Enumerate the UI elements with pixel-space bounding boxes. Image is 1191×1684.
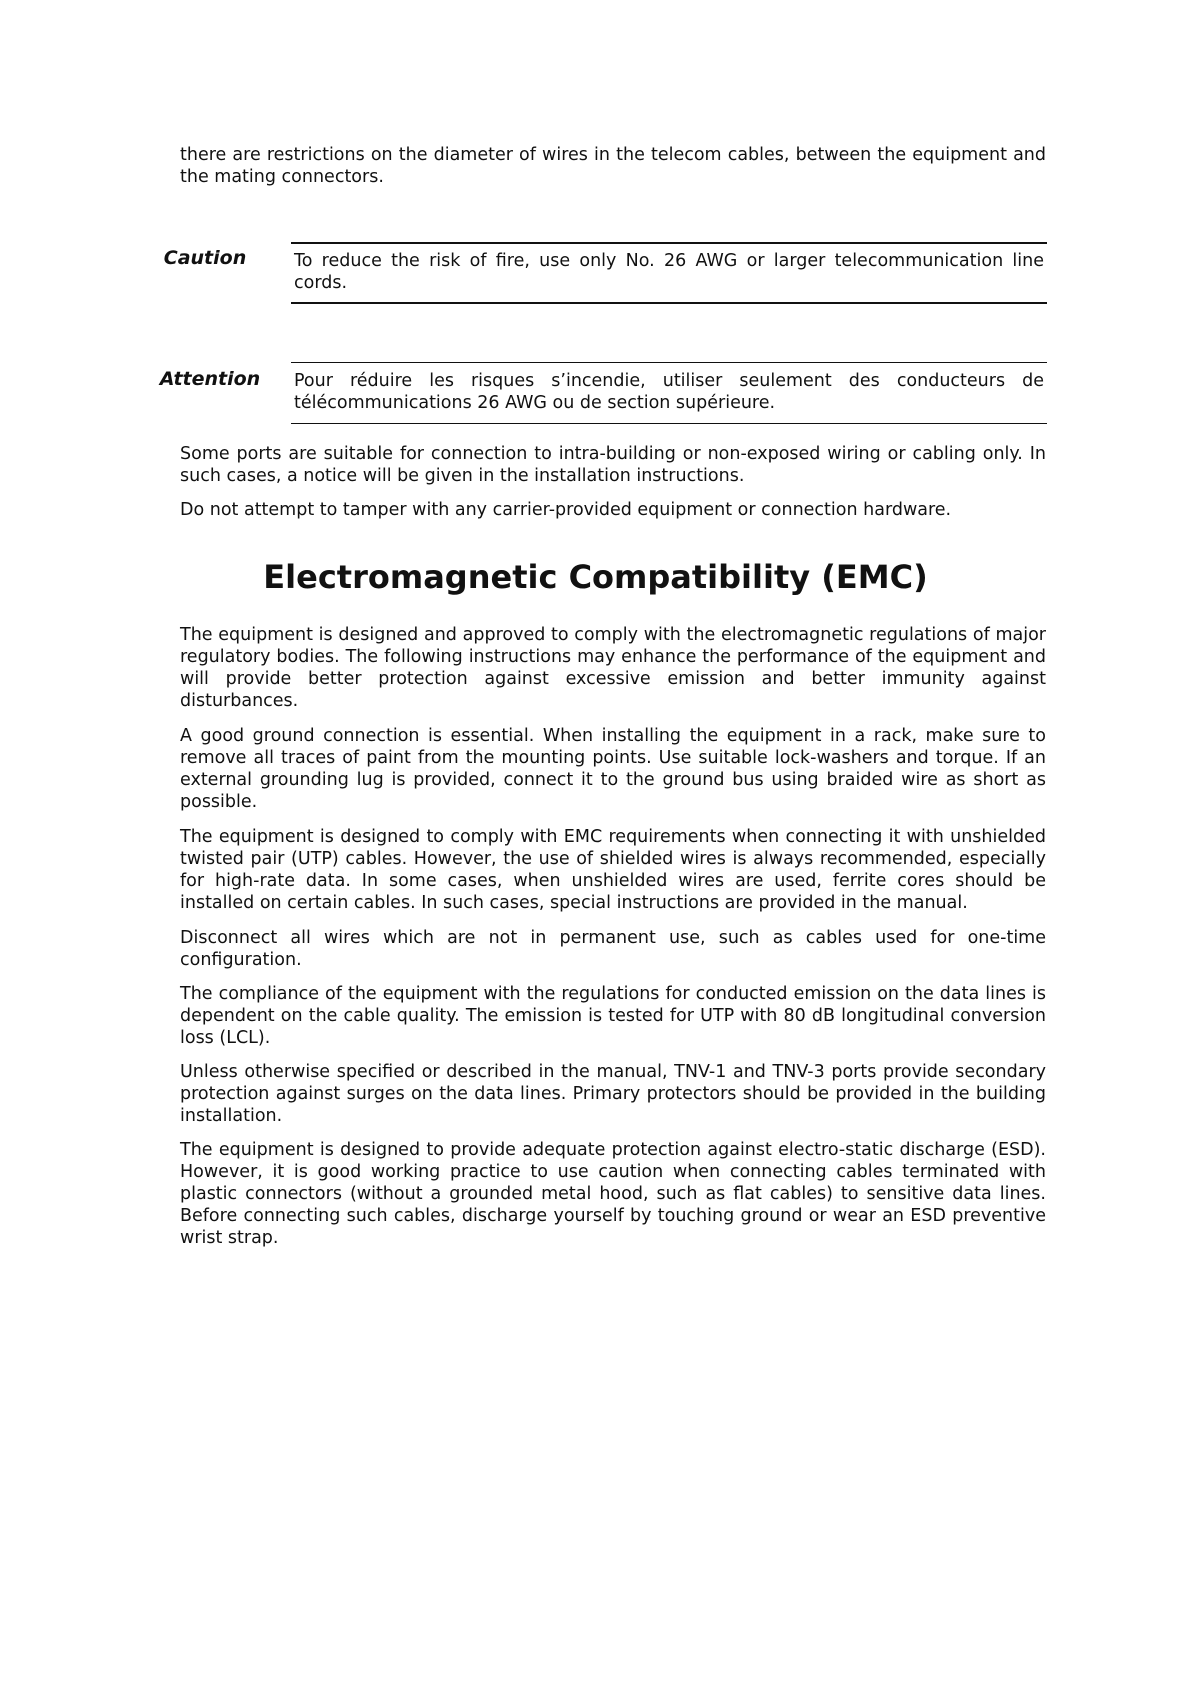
emc-heading: Electromagnetic Compatibility (EMC) <box>263 558 928 596</box>
caution-label: Caution <box>163 247 247 269</box>
ports-paragraph: Some ports are suitable for connection to intra-building or non-exposed wiring or cabling only. In such cases, a notice will be given in the installation instructions. <box>180 444 1046 486</box>
emc-paragraph-2: A good ground connection is essential. When installing the equipment in a rack, make sure to remove all traces of paint from the mounting points. Use suitable lock-washers and torque. If an external grounding lug is provided, connect it to the ground bus using braided wire as short as possible. <box>180 726 1046 812</box>
intro-continuation-paragraph: there are restrictions on the diameter of wires in the telecom cables, between the equipment and the mating connectors. <box>180 145 1046 187</box>
attention-label: Attention <box>159 368 261 390</box>
emc-paragraph-3: The equipment is designed to comply with EMC requirements when connecting it with unshielded twisted pair (UTP) cables. However, the use of shielded wires is always recommended, especially for high-rate data. In some cases, when unshielded wires are used, ferrite cores should be installed on certain cables. In such cases, special instructions are provided in the manual. <box>180 827 1046 913</box>
attention-text: Pour réduire les risques s’incendie, utiliser seulement des conducteurs de télécommunications 26 AWG ou de section supérieure. <box>294 371 1044 413</box>
attention-box <box>291 362 1047 424</box>
caution-text: To reduce the risk of fire, use only No. 26 AWG or larger telecommunication line cords. <box>294 251 1044 293</box>
caution-box <box>291 242 1047 304</box>
tamper-paragraph: Do not attempt to tamper with any carrier-provided equipment or connection hardware. <box>180 500 952 520</box>
emc-paragraph-4: Disconnect all wires which are not in permanent use, such as cables used for one-time configuration. <box>180 928 1046 970</box>
emc-paragraph-7: The equipment is designed to provide adequate protection against electro-static discharge (ESD). However, it is good working practice to use caution when connecting cables terminated with plastic connectors (without a grounded metal hood, such as flat cables) to sensitive data lines. Before connecting such cables, discharge yourself by touching ground or wear an ESD preventive wrist strap. <box>180 1140 1046 1248</box>
emc-paragraph-6: Unless otherwise specified or described in the manual, TNV-1 and TNV-3 ports provide secondary protection against surges on the data lines. Primary protectors should be provided in the building installation. <box>180 1062 1046 1126</box>
emc-paragraph-5: The compliance of the equipment with the regulations for conducted emission on the data lines is dependent on the cable quality. The emission is tested for UTP with 80 dB longitudinal conversion loss (LCL). <box>180 984 1046 1048</box>
emc-paragraph-1: The equipment is designed and approved to comply with the electromagnetic regulations of major regulatory bodies. The following instructions may enhance the performance of the equipment and will provide better protection against excessive emission and better immunity against disturbances. <box>180 625 1046 711</box>
